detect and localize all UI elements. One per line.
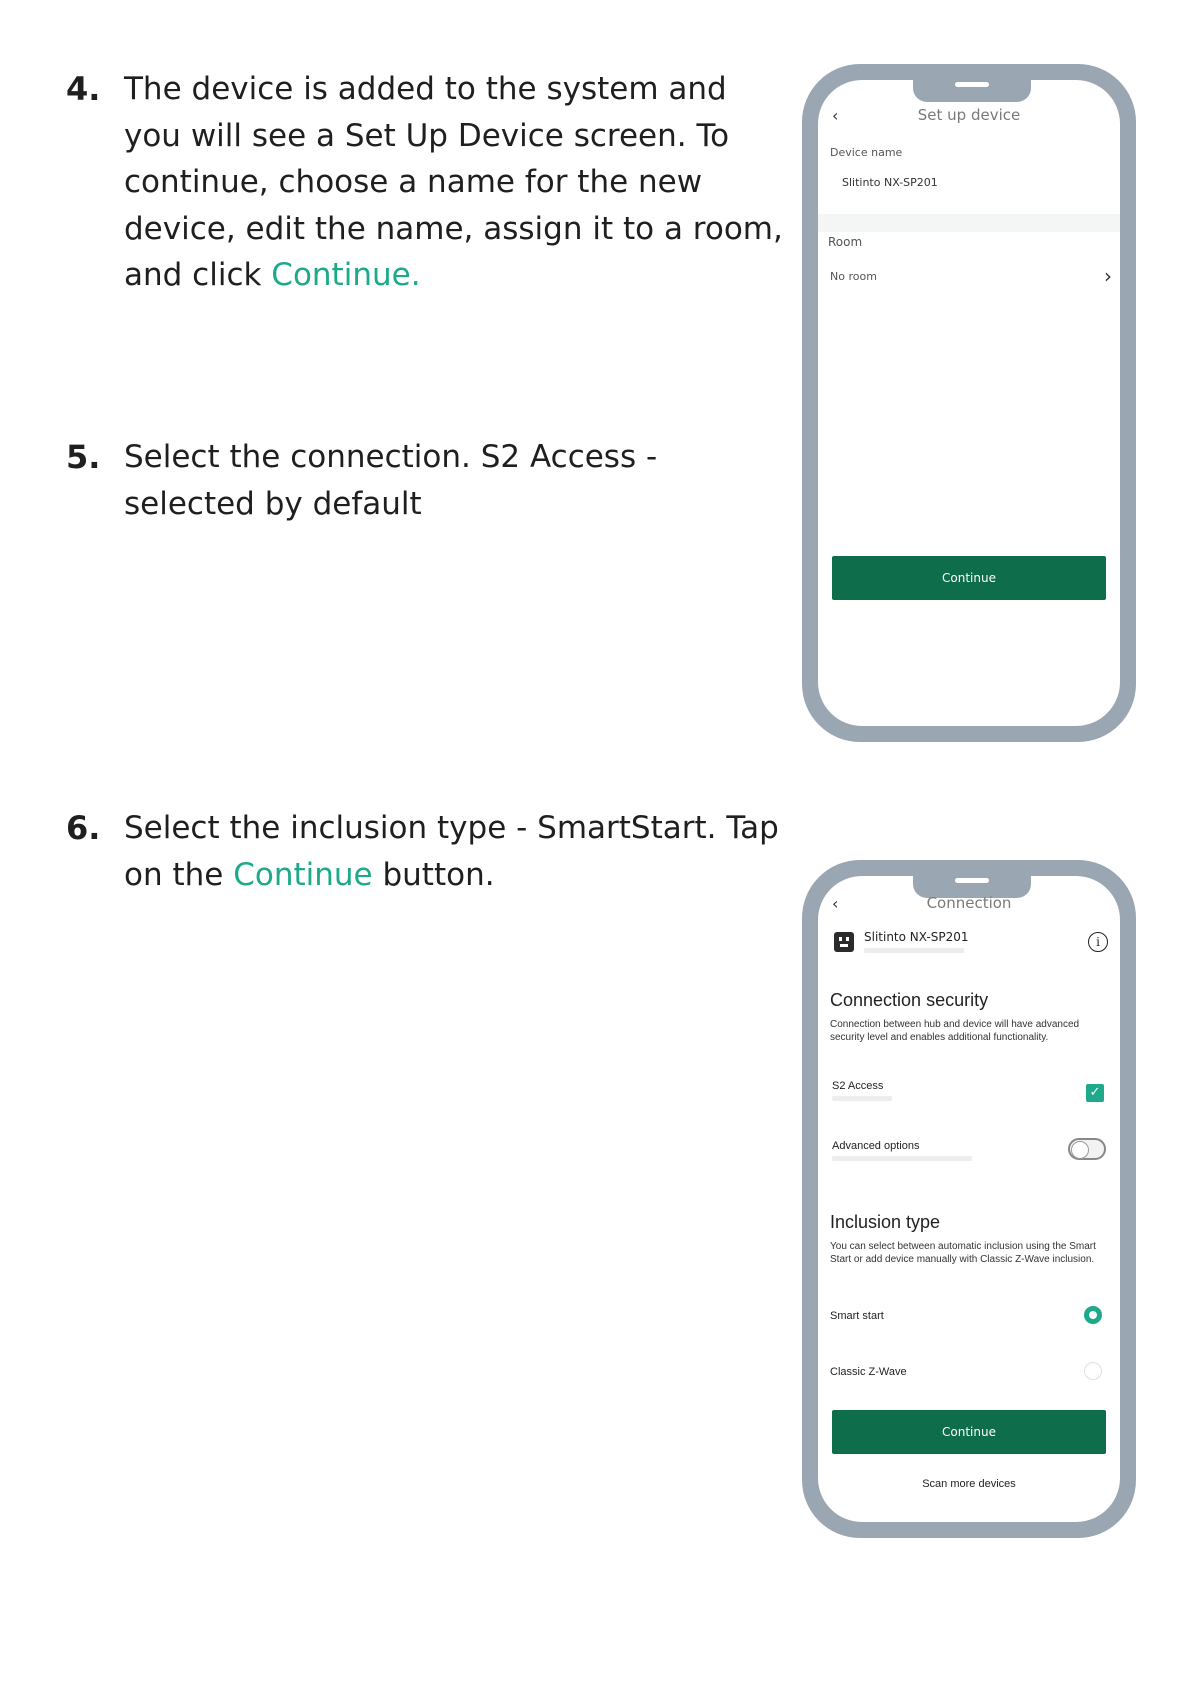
step-text xyxy=(124,66,784,299)
step-number: 6. xyxy=(66,809,101,847)
continue-link-text: Continue xyxy=(233,856,373,893)
screen-title: Connection xyxy=(926,894,1012,912)
chevron-right-icon: › xyxy=(1104,264,1112,288)
phone-mockup-setup-device xyxy=(802,64,1136,742)
advanced-options-toggle[interactable] xyxy=(1068,1138,1106,1160)
back-chevron-icon[interactable]: ‹ xyxy=(832,894,839,913)
step-text: Select the connection. S2 Access - selected by default xyxy=(124,439,658,522)
s2-access-checkbox[interactable]: ✓ xyxy=(1086,1084,1104,1102)
step-number: 4. xyxy=(66,70,101,108)
advanced-sublabel-placeholder xyxy=(832,1156,972,1161)
phone-screen xyxy=(818,80,1120,726)
advanced-options-label: Advanced options xyxy=(832,1140,920,1152)
scan-more-devices-link[interactable]: Scan more devices xyxy=(922,1478,1016,1490)
step-text-body: The device is added to the system and you will see a Set Up Device screen. To continue, choose a name for the new device, edit the name, assign it to a room, and click xyxy=(124,71,783,293)
room-label: Room xyxy=(828,235,863,249)
classic-zwave-label: Classic Z-Wave xyxy=(830,1366,907,1378)
back-chevron-icon[interactable]: ‹ xyxy=(832,106,839,125)
s2-sublabel-placeholder xyxy=(832,1096,892,1101)
classic-zwave-radio[interactable] xyxy=(1084,1362,1102,1380)
section-divider xyxy=(818,214,1120,232)
plug-device-icon xyxy=(834,932,854,952)
info-icon[interactable]: i xyxy=(1088,932,1108,952)
phone-screen xyxy=(818,876,1120,1522)
smart-start-radio[interactable] xyxy=(1084,1306,1102,1324)
phone-mockup-connection xyxy=(802,860,1136,1538)
continue-link-text: Continue. xyxy=(271,257,421,293)
continue-button[interactable]: Continue xyxy=(832,556,1106,600)
device-subtitle-placeholder xyxy=(864,948,964,953)
smart-start-label: Smart start xyxy=(830,1310,884,1322)
room-value: No room xyxy=(830,270,877,283)
security-heading: Connection security xyxy=(830,990,989,1010)
device-name-label: Device name xyxy=(830,146,903,159)
device-name: Slitinto NX-SP201 xyxy=(864,930,969,944)
s2-access-label: S2 Access xyxy=(832,1080,884,1092)
room-selector[interactable] xyxy=(818,260,1120,294)
device-name-field[interactable]: Slitinto NX-SP201 xyxy=(842,176,938,189)
security-description: Connection between hub and device will have advanced security level and enables additional functionality. xyxy=(830,1019,1080,1043)
screen-title: Set up device xyxy=(917,106,1021,124)
step-text xyxy=(124,805,784,898)
phone-notch xyxy=(913,80,1031,102)
step-number: 5. xyxy=(66,438,101,476)
continue-button[interactable]: Continue xyxy=(832,1410,1106,1454)
step-text-after: button. xyxy=(372,856,495,893)
step-text-before: Select the inclusion type - SmartStart. Tap on the xyxy=(124,810,779,893)
inclusion-description: You can select between automatic inclusion using the Smart Start or add device manually with Classic Z-Wave inclusion. xyxy=(830,1241,1096,1265)
inclusion-heading: Inclusion type xyxy=(830,1212,941,1232)
